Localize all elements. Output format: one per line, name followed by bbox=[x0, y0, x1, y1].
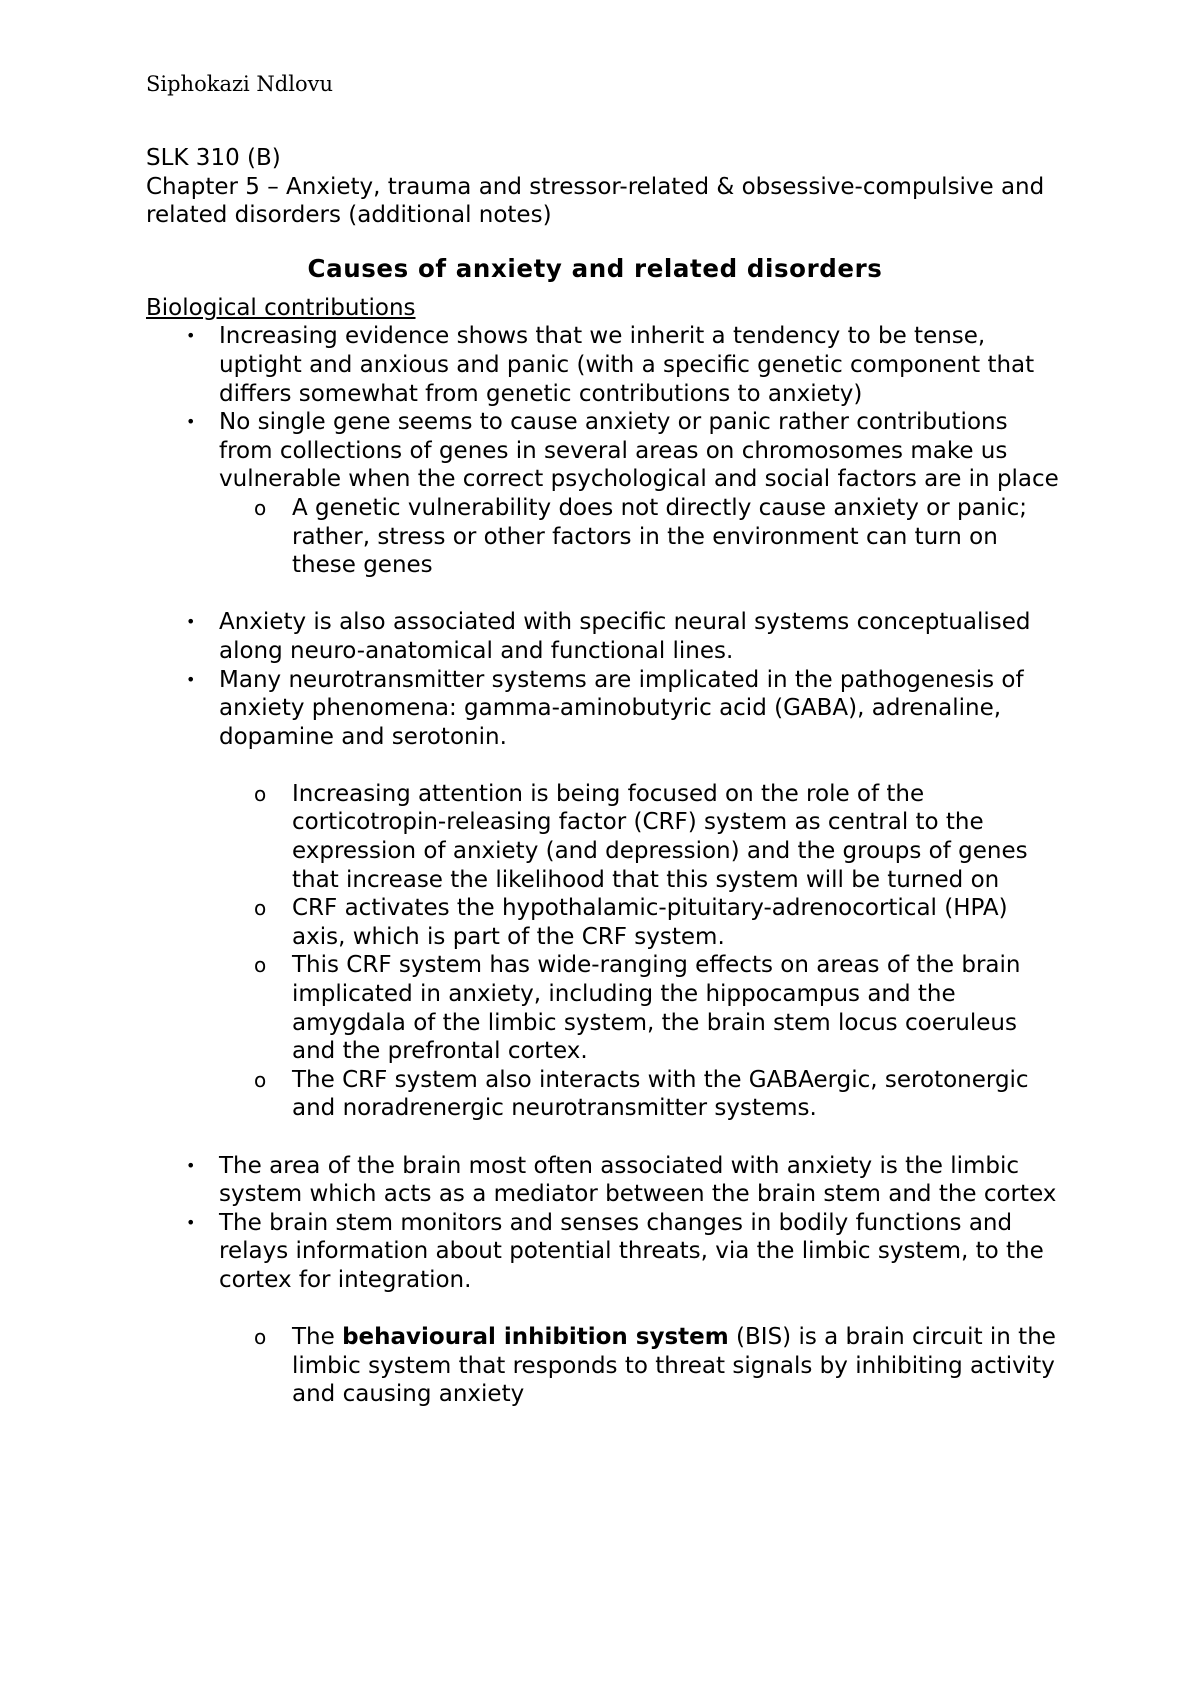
bullet-list-neural bbox=[146, 608, 1066, 751]
chapter-heading: Chapter 5 – Anxiety, trauma and stressor-related & obsessive-compulsive and related disorders (additional notes) bbox=[146, 173, 1045, 229]
sub-bullet-icon: o bbox=[254, 495, 267, 520]
list-item-text: The brain stem monitors and senses changes in bodily functions and relays information about potential threats, via the limbic system, to the cortex for integration. bbox=[219, 1209, 1044, 1293]
bullet-icon: • bbox=[186, 1212, 196, 1232]
sub-list-item bbox=[146, 1323, 1066, 1409]
sub-list-genetics bbox=[146, 494, 1066, 580]
bullet-icon: • bbox=[186, 326, 196, 346]
list-item-text: Increasing evidence shows that we inherit a tendency to be tense, uptight and anxious and panic (with a specific genetic component that differs somewhat from genetic contributions to anxiety) bbox=[219, 323, 1035, 407]
sub-list-item bbox=[146, 1066, 1066, 1123]
spacer bbox=[146, 580, 1066, 609]
spacer bbox=[146, 1123, 1066, 1152]
list-item-text: No single gene seems to cause anxiety or panic rather contributions from collections of genes in several areas on chromosomes make us vulnerable when the correct psychological and social factors are in place bbox=[219, 409, 1059, 493]
sub-bullet-icon: o bbox=[254, 1325, 267, 1350]
bullet-icon: • bbox=[186, 612, 196, 632]
section-heading: Biological contributions bbox=[146, 294, 416, 321]
bullet-list-brain bbox=[146, 1152, 1066, 1295]
bullet-icon: • bbox=[186, 412, 196, 432]
spacer bbox=[146, 1295, 1066, 1324]
spacer bbox=[146, 751, 1066, 780]
list-item bbox=[146, 608, 1066, 665]
list-item bbox=[146, 666, 1066, 752]
sub-list-crf bbox=[146, 780, 1066, 1123]
list-item bbox=[146, 1152, 1066, 1209]
sub-list-item-text: A genetic vulnerability does not directly cause anxiety or panic; rather, stress or other factors in the environment can turn on these genes bbox=[292, 494, 1028, 579]
sub-list-item-text: The CRF system also interacts with the GABAergic, serotonergic and noradrenergic neurotransmitter systems. bbox=[292, 1066, 1029, 1122]
sub-bullet-icon: o bbox=[254, 953, 267, 978]
bullet-icon: • bbox=[186, 669, 196, 689]
sub-list-item-text: This CRF system has wide-ranging effects on areas of the brain implicated in anxiety, including the hippocampus and the amygdala of the limbic system, the brain stem locus coeruleus and the prefrontal cortex. bbox=[292, 952, 1021, 1065]
list-item-text: Anxiety is also associated with specific neural systems conceptualised along neuro-anatomical and functional lines. bbox=[219, 609, 1031, 664]
sub-list-item bbox=[146, 951, 1066, 1065]
sub-bullet-icon: o bbox=[254, 781, 267, 806]
sub-list-item-text-post: (BIS) is a brain circuit in the limbic system that responds to threat signals by inhibiting activity and causing anxiety bbox=[292, 1324, 1056, 1408]
document-body bbox=[146, 144, 1066, 1409]
document-title: Causes of anxiety and related disorders bbox=[307, 253, 883, 283]
sub-list-item-text: Increasing attention is being focused on the role of the corticotropin-releasing factor (CRF) system as central to the expression of anxiety (and depression) and the groups of genes that increase the likelihood that this system will be turned on bbox=[292, 780, 1028, 893]
sub-list-item bbox=[146, 894, 1066, 951]
sub-list-item bbox=[146, 494, 1066, 580]
list-item-text: Many neurotransmitter systems are implicated in the pathogenesis of anxiety phenomena: gamma-aminobutyric acid (GABA), adrenaline, dopamine and serotonin. bbox=[219, 666, 1024, 750]
sub-list-item-text: CRF activates the hypothalamic-pituitary-adrenocortical (HPA) axis, which is part of the CRF system. bbox=[292, 895, 1008, 950]
author-header: Siphokazi Ndlovu bbox=[146, 72, 333, 96]
sub-list-bis bbox=[146, 1323, 1066, 1409]
sub-bullet-icon: o bbox=[254, 1067, 267, 1092]
sub-bullet-icon: o bbox=[254, 896, 267, 921]
list-item bbox=[146, 322, 1066, 408]
course-code: SLK 310 (B) bbox=[146, 145, 281, 171]
list-item bbox=[146, 1209, 1066, 1295]
bullet-list-genetics bbox=[146, 322, 1066, 494]
sub-list-item-text-pre: The bbox=[292, 1324, 343, 1351]
bullet-icon: • bbox=[186, 1155, 196, 1175]
sub-list-item bbox=[146, 780, 1066, 894]
list-item bbox=[146, 408, 1066, 494]
bis-term: behavioural inhibition system bbox=[342, 1324, 729, 1351]
list-item-text: The area of the brain most often associated with anxiety is the limbic system which acts as a mediator between the brain stem and the cortex bbox=[219, 1152, 1057, 1208]
